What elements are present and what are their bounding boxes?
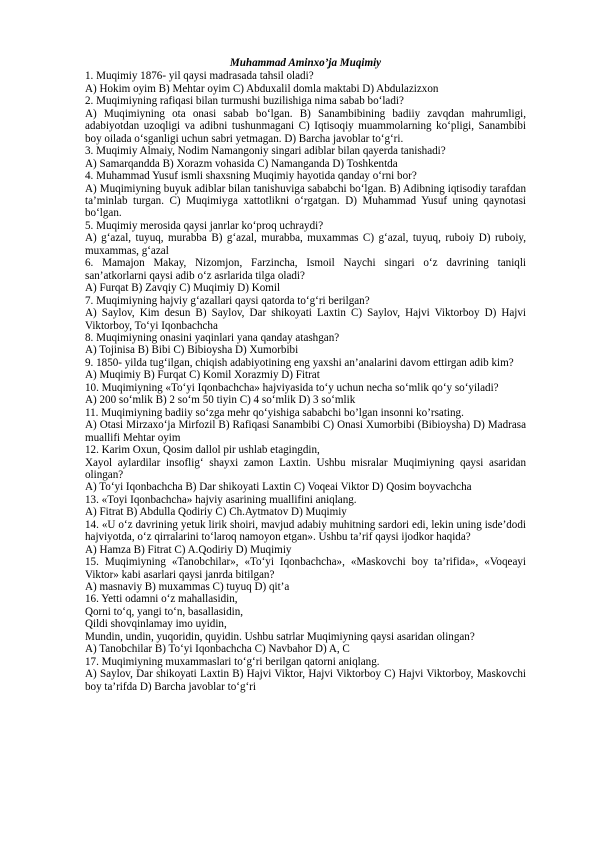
question-text: 7. Muqimiyning hajviy g‘azallari qaysi qatorda to‘g‘ri berilgan?	[85, 294, 370, 307]
question-text: 13. «Toyi Iqonbachcha» hajviy asarining muallifini aniqlang.	[85, 493, 357, 506]
answer-text: A) Otasi Mirzaxo‘ja Mirfozil B) Rafiqasi Sanambibi C) Onasi Xumorbibi (Bibioysha) D) Madrasa muallifi Mehtar oyim	[85, 419, 526, 444]
answer-text: A) Saylov, Kim desun B) Saylov, Dar shikoyati Laxtin C) Saylov, Hajvi Viktorboy D) Hajvi Viktorboy, To‘yi Iqonbachcha	[85, 307, 526, 332]
answer-text: A) Tanobchilar B) To‘yi Iqonbachcha C) Navbahor D) A, C	[85, 643, 350, 656]
answer-text: A) Tojinisa B) Bibi C) Bibioysha D) Xumorbibi	[85, 344, 299, 357]
question-text: 15. Muqimiyning «Tanobchilar», «To‘yi Iqonbachcha», «Maskovchi boy ta’rifida», «Voqeayi Viktor» kabi asarlari qaysi janrda bitilgan?	[85, 556, 526, 581]
answer-text: A) Samarqandda B) Xorazm vohasida C) Namanganda D) Toshkentda	[85, 157, 398, 170]
answer-text: A) Muqimiyning buyuk adiblar bilan tanishuviga sababchi bo‘lgan. B) Adibning iqtisodiy tarafdan ta’minlab turgan. C) Muqimiyga xattotlikni o‘rgatgan. D) Muhammad Yusuf uning qaynotasi bo‘lgan.	[85, 182, 526, 220]
answer-text: Qildi shovqinlamay imo uyidin,	[85, 618, 227, 631]
answer-text: A) Hamza B) Fitrat C) A.Qodiriy D) Muqimiy	[85, 543, 292, 556]
question-text: 17. Muqimiyning muxammaslari to‘g‘ri berilgan qatorni aniqlang.	[85, 655, 380, 668]
answer-text: A) Saylov, Dar shikoyati Laxtin B) Hajvi Viktor, Hajvi Viktorboy C) Hajvi Viktorboy, Maskovchi boy ta’rifda D) Barcha javoblar to‘g‘ri	[85, 668, 526, 693]
question-text: 16. Yetti odamni o‘z mahallasidin,	[85, 593, 238, 606]
answer-text: Xayol aylardilar insoflig‘ shayxi zamon Laxtin. Ushbu misralar Muqimiyning qaysi asaridan olingan?	[85, 456, 526, 481]
question-text: 5. Muqimiy merosida qaysi janrlar ko‘proq uchraydi?	[85, 219, 324, 232]
question-text: 4. Muhammad Yusuf ismli shaxsning Muqimiy hayotida qanday o‘rni bor?	[85, 170, 417, 183]
question-list	[85, 70, 526, 693]
question-text: 11. Muqimiyning badiiy so‘zga mehr qo‘yishiga sababchi bo’lgan insonni ko’rsating.	[85, 406, 464, 419]
question-text: 1. Muqimiy 1876- yil qaysi madrasada tahsil oladi?	[85, 70, 314, 83]
answer-text: Mundin, undin, yuqoridin, quyidin. Ushbu satrlar Muqimiyning qaysi asaridan olingan?	[85, 630, 475, 643]
question-text: 6. Mamajon Makay, Nizomjon, Farzincha, Ismoil Naychi singari o‘z davrining taniqli san’atkorlarni qaysi adib o‘z asrlarida tilga oladi?	[85, 257, 526, 282]
question-text: 2. Muqimiyning rafiqasi bilan turmushi buzilishiga nima sabab bo‘ladi?	[85, 95, 404, 108]
answer-text: A) Furqat B) Zavqiy C) Muqimiy D) Komil	[85, 282, 281, 295]
answer-text: A) g‘azal, tuyuq, murabba B) g‘azal, murabba, muxammas C) g‘azal, tuyuq, ruboiy D) ruboiy, muxammas, g‘azal	[85, 232, 526, 257]
answer-text: A) To‘yi Iqonbachcha B) Dar shikoyati Laxtin C) Voqeai Viktor D) Qosim boyvachcha	[85, 481, 472, 494]
question-text: 12. Karim Oxun, Qosim dallol pir ushlab etagingdin,	[85, 444, 320, 457]
question-text: 9. 1850- yilda tug‘ilgan, chiqish adabiyotining eng yaxshi an’analarini davom ettirgan adib kim?	[85, 356, 514, 369]
answer-text: A) Fitrat B) Abdulla Qodiriy C) Ch.Aytmatov D) Muqimiy	[85, 506, 347, 519]
answer-text: A) Muqimiyning ota onasi sabab bo‘lgan. B) Sanambibining badiiy zavqdan mahrumligi, adabiyotdan uzoqligi va adibni tushunmagani C) Iqtisoqiy muammolarning ko‘pligi, Sanambibi boy oilada o‘sganligi uchun sabri yetmagan. D) Barcha javoblar to‘g‘ri.	[85, 107, 526, 145]
answer-text: A) Muqimiy B) Furqat C) Komil Xorazmiy D) Fitrat	[85, 369, 320, 382]
answer-text: Qorni to‘q, yangi to‘n, basallasidin,	[85, 605, 244, 618]
answer-text: A) masnaviy B) muxammas C) tuyuq D) qit’a	[85, 581, 290, 594]
question-text: 8. Muqimiyning onasini yaqinlari yana qanday atashgan?	[85, 331, 340, 344]
question-text: 3. Muqimiy Almaiy, Nodim Namangoniy singari adiblar bilan qayerda tanishadi?	[85, 145, 446, 158]
document-title: Muhammad Aminxo’ja Muqimiy	[229, 57, 382, 69]
question-text: 10. Muqimiyning «To‘yi Iqonbachcha» hajviyasida to‘y uchun necha so‘mlik qo‘y so‘yiladi?	[85, 381, 499, 394]
quiz-content	[85, 57, 526, 693]
question-text: 14. «U o‘z davrining yetuk lirik shoiri, mavjud adabiy muhitning sardori edi, lekin uning isde’dodi hajviyotda, o‘z qirralarini to‘laroq namoyon etgan». Ushbu ta’rif qaysi ijodkor haqida?	[85, 518, 526, 544]
answer-text: A) 200 so‘mlik B) 2 so‘m 50 tiyin C) 4 so‘mlik D) 3 so‘mlik	[85, 394, 356, 407]
answer-text: A) Hokim oyim B) Mehtar oyim C) Abduxalil domla maktabi D) Abdulazizxon	[85, 82, 439, 95]
